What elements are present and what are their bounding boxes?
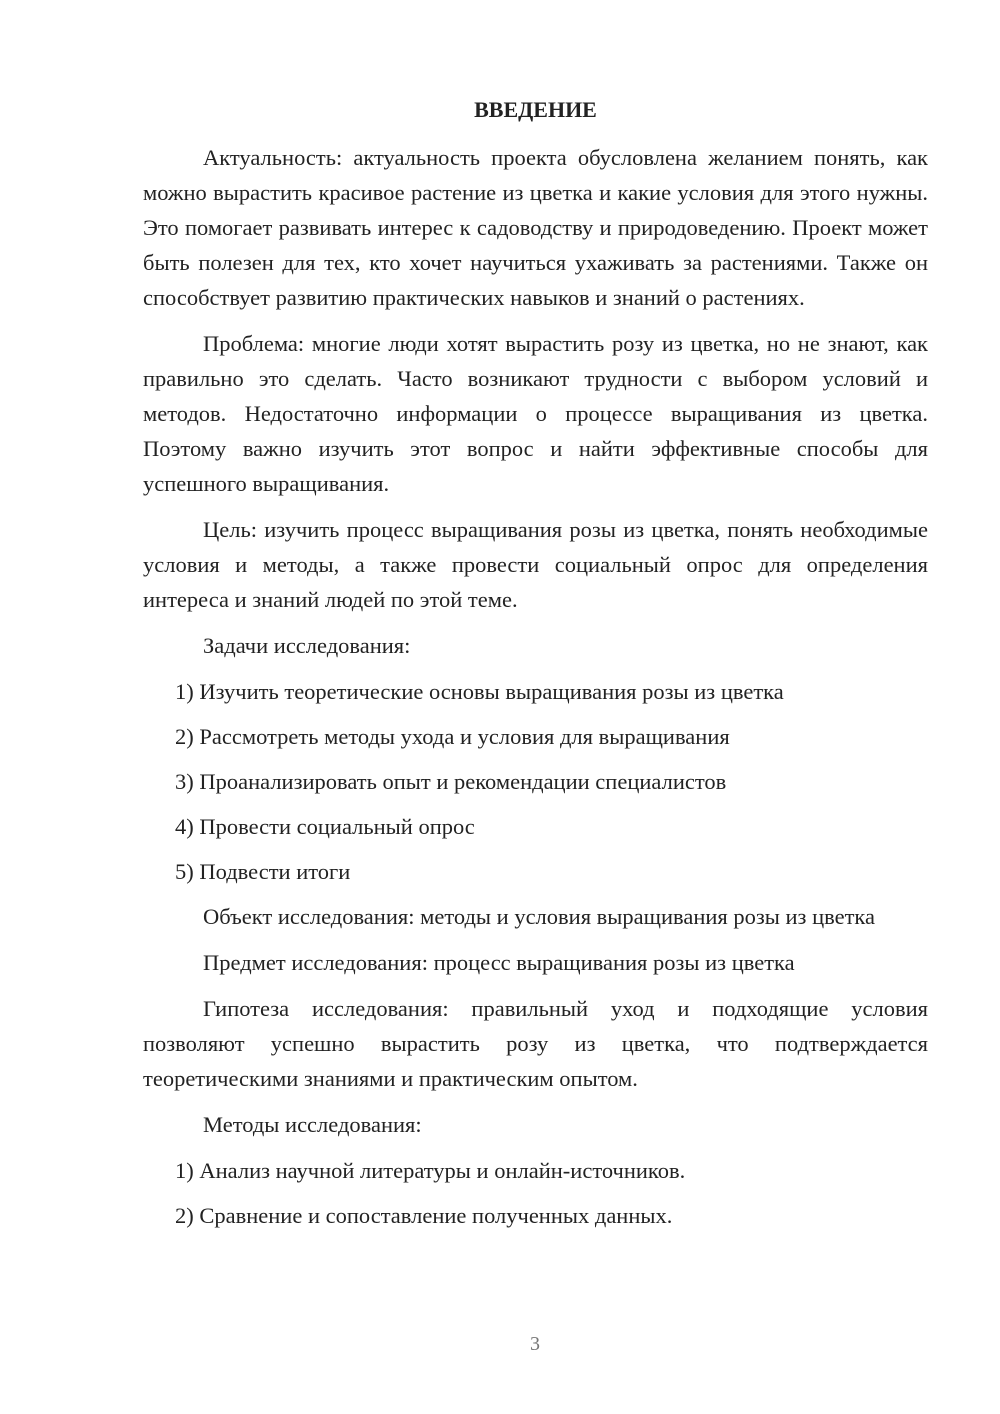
- methods-heading: Методы исследования:: [203, 1112, 422, 1137]
- object-paragraph: Объект исследования: методы и условия выращивания розы из цветка: [203, 904, 876, 929]
- tasks-heading: Задачи исследования:: [203, 633, 411, 658]
- task-item: 4) Провести социальный опрос: [175, 814, 475, 839]
- task-item: 2) Рассмотреть методы ухода и условия для выращивания: [175, 724, 730, 749]
- task-item: 1) Изучить теоретические основы выращивания розы из цветка: [175, 679, 784, 704]
- page-title: ВВЕДЕНИЕ: [474, 97, 597, 122]
- goal-paragraph: Цель: изучить процесс выращивания розы из цветка, понять необходимые условия и методы, а также провести социальный опрос для определения интереса и знаний людей по этой теме.: [143, 517, 928, 612]
- method-item: 1) Анализ научной литературы и онлайн-источников.: [175, 1158, 686, 1183]
- method-item: 2) Сравнение и сопоставление полученных данных.: [175, 1203, 673, 1228]
- problem-paragraph: Проблема: многие люди хотят вырастить розу из цветка, но не знают, как правильно это сделать. Часто возникают трудности с выбором условий и методов. Недостаточно информации о процессе выращивания из цветка. Поэтому важно изучить этот вопрос и найти эффективные способы для успешного выращивания.: [143, 331, 928, 496]
- page-number: 3: [530, 1333, 540, 1355]
- subject-paragraph: Предмет исследования: процесс выращивания розы из цветка: [203, 950, 795, 975]
- task-item: 3) Проанализировать опыт и рекомендации специалистов: [175, 769, 727, 794]
- hypothesis-paragraph: Гипотеза исследования: правильный уход и подходящие условия позволяют успешно вырастить розу из цветка, что подтверждается теоретическими знаниями и практическим опытом.: [143, 996, 928, 1091]
- task-item: 5) Подвести итоги: [175, 859, 351, 884]
- relevance-paragraph: Актуальность: актуальность проекта обусловлена желанием понять, как можно вырастить красивое растение из цветка и какие условия для этого нужны. Это помогает развивать интерес к садоводству и природоведению. Проект может быть полезен для тех, кто хочет научиться ухаживать за растениями. Также он способствует развитию практических навыков и знаний о растениях.: [143, 145, 928, 310]
- document-page: [143, 92, 928, 1243]
